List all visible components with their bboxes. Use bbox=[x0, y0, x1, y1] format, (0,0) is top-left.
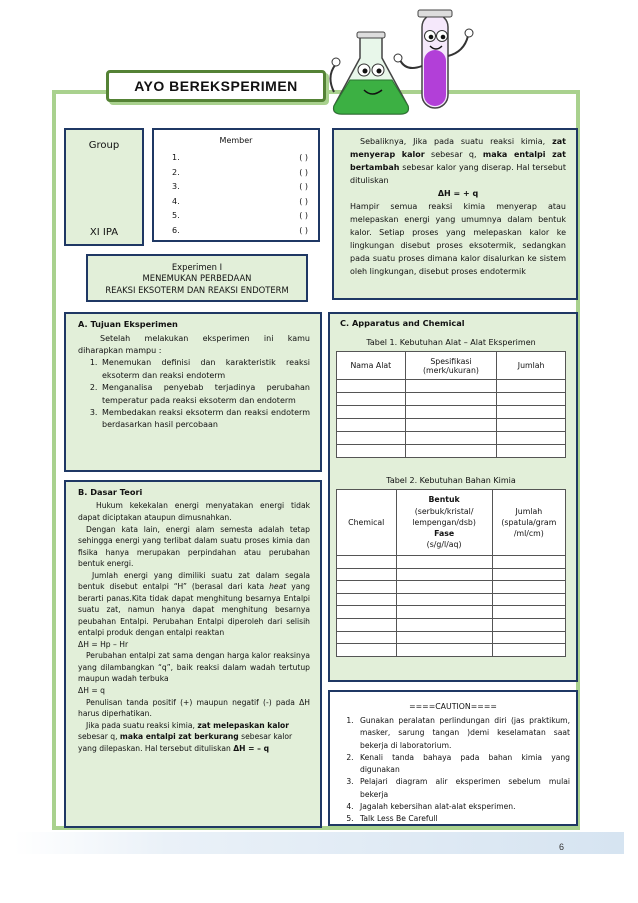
table-row bbox=[337, 393, 566, 406]
member-row bbox=[154, 226, 318, 241]
table-cell[interactable] bbox=[337, 581, 397, 594]
dasar-text: sebesar kalor yang dilepaskan. Hal tersebut dituliskan bbox=[78, 732, 293, 753]
table-cell[interactable] bbox=[396, 568, 492, 581]
class-label: XI IPA bbox=[89, 227, 119, 238]
test-tube-mascots-icon bbox=[326, 6, 496, 118]
column-header-line: (serbuk/kristal/ bbox=[414, 506, 474, 516]
table-cell[interactable] bbox=[492, 644, 565, 657]
table-cell[interactable] bbox=[337, 432, 406, 445]
list-item: 1. Menemukan definisi dan karakteristik reaksi eksoterm dan reaksi endoterm bbox=[100, 357, 310, 382]
member-number: 3. bbox=[172, 182, 180, 191]
caution-box bbox=[328, 690, 578, 826]
formula: ΔH = q bbox=[78, 685, 105, 695]
member-box bbox=[152, 128, 320, 242]
dasar-paragraph: Perubahan entalpi zat sama dengan harga kalor reaksinya yang dilambangkan “q”, baik reaksi dalam wadah tertutup maupun wadah terbuka bbox=[78, 651, 310, 684]
table-row bbox=[337, 445, 566, 458]
list-item: 3. Pelajari diagram alir eksperimen sebelum mulai bekerja bbox=[356, 776, 570, 801]
apparatus-box bbox=[328, 312, 578, 682]
column-header-line: (merk/ukuran) bbox=[423, 365, 479, 375]
endoterm-text: sebesar kalor yang diserap. Hal tersebut dituliskan bbox=[350, 162, 566, 185]
title-banner bbox=[106, 70, 326, 102]
member-number: 4. bbox=[172, 196, 180, 206]
table-cell[interactable] bbox=[497, 393, 566, 406]
column-header-line: /ml/cm) bbox=[513, 529, 544, 539]
table-cell[interactable] bbox=[405, 393, 497, 406]
endoterm-box bbox=[332, 128, 578, 300]
tujuan-list bbox=[100, 357, 310, 431]
table-cell[interactable] bbox=[396, 593, 492, 606]
table-cell[interactable] bbox=[337, 606, 397, 619]
column-header: Chemical bbox=[337, 490, 397, 556]
dasar-paragraph: Dengan kata lain, energi alam semesta adalah tetap sehingga energi yang terlibat dalam suatu proses kimia dan fisika hanya merupakan perpindahan atau perubahan bentuk energi. bbox=[78, 524, 310, 569]
tujuan-title: A. Tujuan Eksperimen bbox=[78, 319, 178, 329]
table-header-row bbox=[337, 352, 566, 380]
column-header-line: (spatula/gram bbox=[501, 517, 557, 527]
table-cell[interactable] bbox=[337, 406, 406, 419]
table-row bbox=[337, 644, 566, 657]
table-cell[interactable] bbox=[492, 593, 565, 606]
table-cell[interactable] bbox=[337, 631, 397, 644]
page-number: 6 bbox=[558, 842, 564, 852]
table-cell[interactable] bbox=[396, 618, 492, 631]
column-header: Nama Alat bbox=[337, 352, 406, 380]
group-label: Group bbox=[88, 140, 120, 151]
table-cell[interactable] bbox=[492, 556, 565, 569]
table-cell[interactable] bbox=[405, 406, 497, 419]
member-mark: ( ) bbox=[299, 211, 308, 220]
equipment-table bbox=[336, 351, 566, 458]
list-item: 4. Jagalah kebersihan alat-alat eksperimen. bbox=[356, 801, 570, 813]
table-cell[interactable] bbox=[396, 644, 492, 657]
member-row bbox=[154, 168, 318, 183]
table-cell[interactable] bbox=[492, 606, 565, 619]
list-item: 2. Kenali tanda bahaya pada bahan kimia yang digunakan bbox=[356, 752, 570, 777]
column-header-line: lempengan/dsb) bbox=[412, 517, 476, 527]
table-cell[interactable] bbox=[497, 419, 566, 432]
tujuan-intro: Setelah melakukan eksperimen ini kamu diharapkan mampu : bbox=[78, 333, 310, 356]
member-mark: ( ) bbox=[299, 196, 308, 206]
member-mark: ( ) bbox=[299, 153, 308, 162]
table-cell[interactable] bbox=[337, 556, 397, 569]
column-header bbox=[405, 352, 497, 380]
endoterm-bold: maka entalpi zat bertambah bbox=[350, 149, 566, 172]
footer-bar bbox=[14, 832, 624, 854]
endoterm-bold: zat menyerap kalor bbox=[350, 137, 566, 159]
dasar-text: Jika pada suatu reaksi kimia, bbox=[86, 720, 198, 730]
table-cell[interactable] bbox=[337, 419, 406, 432]
dasar-paragraph: Hukum kekekalan energi menyatakan energi tidak dapat diciptakan ataupun dimusnahkan. bbox=[78, 501, 310, 522]
dasar-paragraph bbox=[78, 720, 310, 755]
dasar-bold: zat melepaskan kalor bbox=[197, 720, 290, 730]
dasar-text: sebesar q, bbox=[78, 732, 120, 742]
table-cell[interactable] bbox=[405, 419, 497, 432]
table2-caption: Tabel 2. Kebutuhan Bahan Kimia bbox=[386, 476, 516, 485]
dasar-title: B. Dasar Teori bbox=[78, 487, 143, 497]
member-number: 2. bbox=[172, 167, 180, 177]
table-cell[interactable] bbox=[396, 606, 492, 619]
experiment-title-box bbox=[86, 254, 308, 302]
banner-title: AYO BEREKSPERIMEN bbox=[134, 78, 298, 94]
experiment-heading: MENEMUKAN PERBEDAAN bbox=[142, 273, 252, 284]
table-cell[interactable] bbox=[337, 445, 406, 458]
caution-list bbox=[356, 715, 570, 826]
table-cell[interactable] bbox=[497, 432, 566, 445]
column-header-line: Jumlah bbox=[515, 506, 543, 516]
dasar-paragraph bbox=[78, 570, 310, 639]
table-cell[interactable] bbox=[337, 644, 397, 657]
table-cell[interactable] bbox=[492, 581, 565, 594]
tujuan-box bbox=[64, 312, 322, 472]
table-cell[interactable] bbox=[396, 581, 492, 594]
table-row bbox=[337, 380, 566, 393]
table-cell[interactable] bbox=[492, 631, 565, 644]
experiment-subheading: REAKSI EKSOTERM DAN REAKSI ENDOTERM bbox=[105, 284, 289, 295]
member-row bbox=[154, 211, 318, 226]
table-cell[interactable] bbox=[337, 568, 397, 581]
member-number: 1. bbox=[172, 153, 180, 162]
table-cell[interactable] bbox=[396, 631, 492, 644]
table-row bbox=[337, 568, 566, 581]
table-header-row bbox=[337, 490, 566, 556]
table-cell[interactable] bbox=[492, 618, 565, 631]
column-header: Jumlah bbox=[497, 352, 566, 380]
dasar-text: Jumlah energi yang dimiliki suatu zat dalam segala bentuk disebut entalpi “H” (berasal dari kata bbox=[78, 570, 310, 592]
table-row bbox=[337, 606, 566, 619]
table-cell[interactable] bbox=[497, 445, 566, 458]
dasar-paragraph: Penulisan tanda positif (+) maupun negatif (-) pada ΔH harus diperhatikan. bbox=[78, 697, 310, 719]
column-header-line: Spesifikasi bbox=[430, 356, 472, 366]
dasar-italic: heat bbox=[269, 582, 287, 592]
member-mark: ( ) bbox=[299, 225, 308, 235]
member-title: Member bbox=[219, 136, 253, 145]
endoterm-text: Sebaliknya, Jika pada suatu reaksi kimia, bbox=[360, 137, 553, 146]
member-mark: ( ) bbox=[299, 182, 308, 191]
list-item: 2. Menganalisa penyebab terjadinya perubahan temperatur pada reaksi eksoterm dan endoterm bbox=[100, 382, 310, 407]
formula: ΔH = – q bbox=[233, 743, 270, 753]
list-item: 5. Talk Less Be Carefull bbox=[356, 813, 570, 825]
group-box bbox=[64, 128, 144, 246]
table-cell[interactable] bbox=[405, 445, 497, 458]
table-cell[interactable] bbox=[492, 568, 565, 581]
table-cell[interactable] bbox=[405, 432, 497, 445]
column-header-line: (s/g/l/aq) bbox=[426, 540, 462, 550]
member-number: 5. bbox=[172, 211, 180, 220]
table-row bbox=[337, 581, 566, 594]
column-header bbox=[396, 490, 492, 556]
table1-caption: Tabel 1. Kebutuhan Alat – Alat Eksperimen bbox=[366, 338, 536, 347]
apparatus-title: C. Apparatus and Chemical bbox=[340, 318, 465, 328]
table-cell[interactable] bbox=[337, 593, 397, 606]
caution-title: ====CAUTION==== bbox=[409, 702, 497, 711]
endoterm-paragraph: Hampir semua reaksi kimia menyerap atau melepaskan energi yang umumnya dalam bentuk kalor. Setiap proses yang melepaskan kalor ke lingkungan disebut proses eksotermik, sedangkan pada suatu proses dimana kalor disalurkan ke sistem oleh lingkungan, disebut proses endotermik bbox=[350, 201, 566, 276]
table-row bbox=[337, 406, 566, 419]
endoterm-formula: ΔH = + q bbox=[437, 188, 479, 198]
endoterm-text: sebesar q, bbox=[424, 149, 483, 159]
member-row bbox=[154, 153, 318, 168]
table-cell[interactable] bbox=[497, 380, 566, 393]
chemical-table bbox=[336, 489, 566, 657]
dasar-text: yang berarti panas.Kita tidak dapat menghitung besarnya Entalpi suatu zat, namun hanya dapat menghitung besarnya peubahan Entalpi. Perubahan Entalpi diperoleh dari selisih entalpi produk dengan entalpi reaktan bbox=[78, 582, 310, 638]
table-cell[interactable] bbox=[337, 618, 397, 631]
table-cell[interactable] bbox=[337, 393, 406, 406]
table-row bbox=[337, 631, 566, 644]
member-number: 6. bbox=[172, 225, 180, 235]
formula: ΔH = Hp – Hr bbox=[78, 639, 129, 649]
table-row bbox=[337, 419, 566, 432]
table-cell[interactable] bbox=[405, 380, 497, 393]
list-item: 3. Membedakan reaksi eksoterm dan reaksi endoterm berdasarkan hasil percobaan bbox=[100, 407, 310, 432]
table-row bbox=[337, 432, 566, 445]
table-cell[interactable] bbox=[396, 556, 492, 569]
table-row bbox=[337, 618, 566, 631]
table-row bbox=[337, 593, 566, 606]
member-mark: ( ) bbox=[299, 167, 308, 177]
table-row bbox=[337, 556, 566, 569]
experiment-number: Experimen I bbox=[171, 262, 223, 272]
member-row bbox=[154, 197, 318, 212]
dasar-teori-box bbox=[64, 480, 322, 828]
column-header bbox=[492, 490, 565, 556]
column-header-line: Fase bbox=[434, 529, 455, 539]
table-cell[interactable] bbox=[497, 406, 566, 419]
member-row bbox=[154, 182, 318, 197]
dasar-bold: maka entalpi zat berkurang bbox=[119, 732, 239, 742]
table-cell[interactable] bbox=[337, 380, 406, 393]
column-header-line: Bentuk bbox=[428, 495, 460, 505]
list-item: 1. Gunakan peralatan perlindungan diri (jas praktikum, masker, sarung tangan )demi keselamatan saat bekerja di laboratorium. bbox=[356, 715, 570, 752]
